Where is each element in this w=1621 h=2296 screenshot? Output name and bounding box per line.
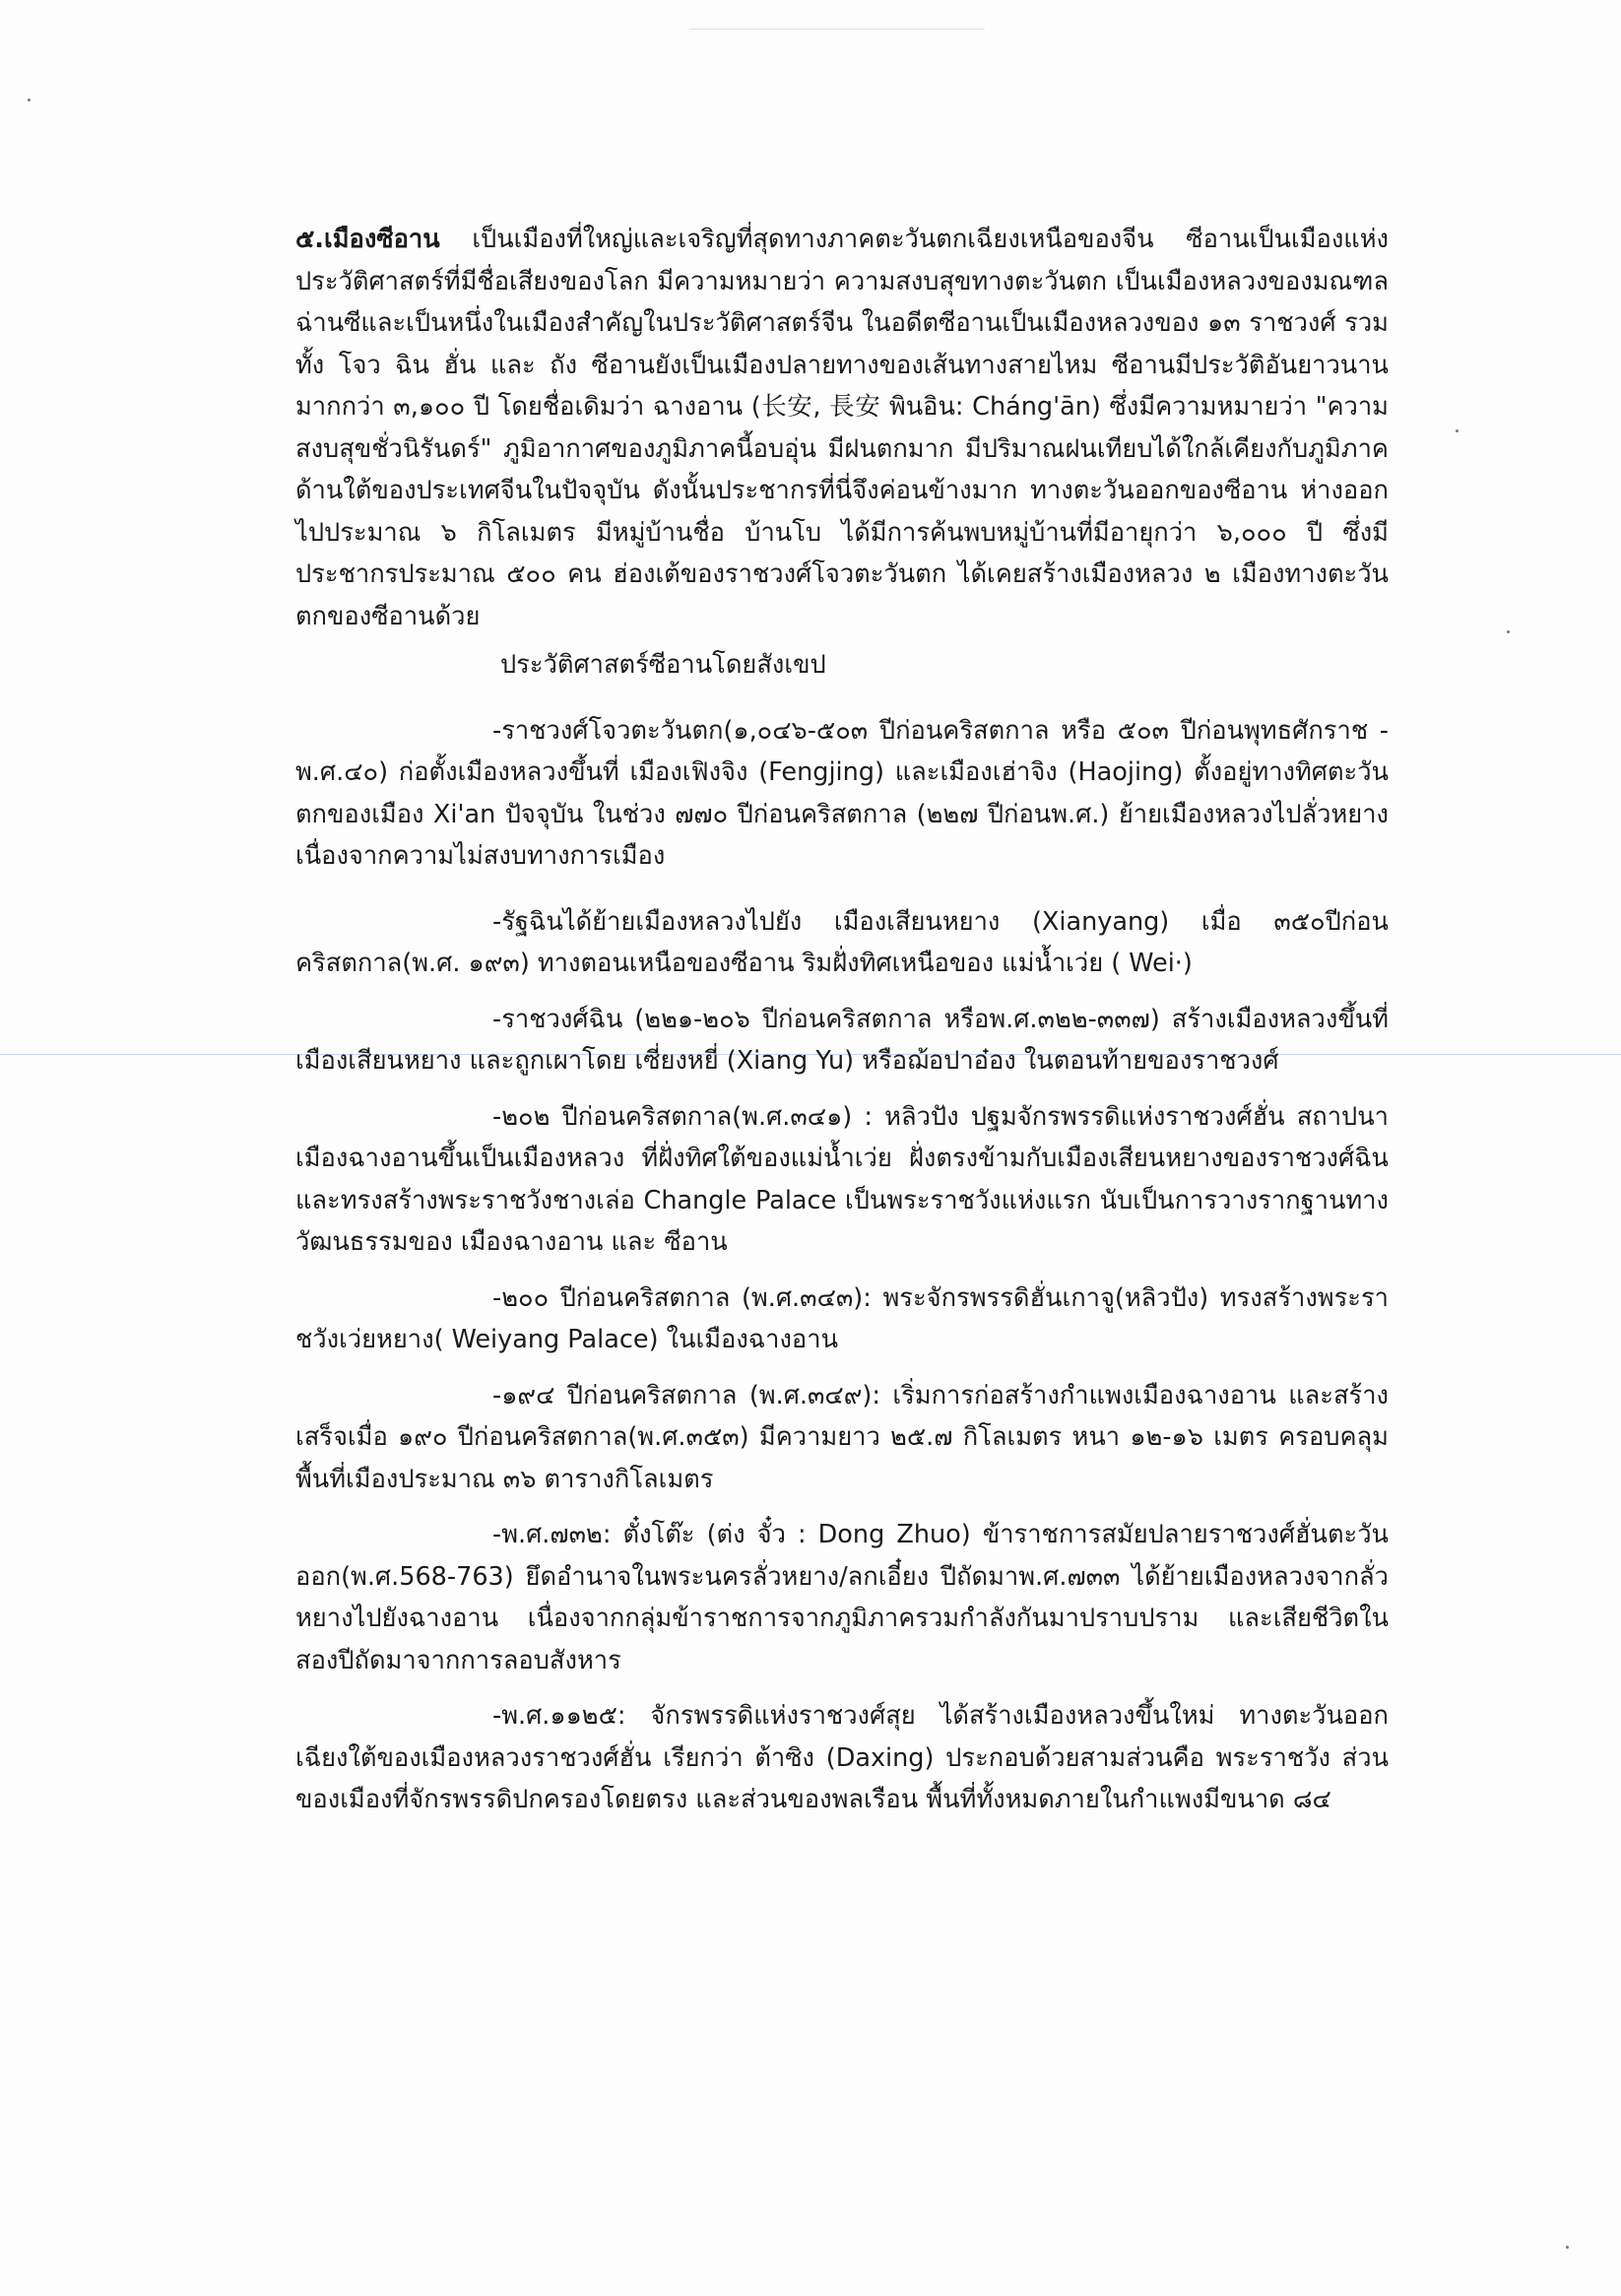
section-title: ๕.เมืองซีอาน bbox=[295, 225, 440, 254]
history-entry: -พ.ศ.๗๓๒: ตั๋งโต๊ะ (ต่ง จั๋ว : Dong Zhuo) ข้าราชการสมัยปลายราชวงศ์ฮั่นตะวันออก(พ.ศ.568-763) ยึดอำนาจในพระนครลั่วหยาง/ลกเอี๋ยง ปีถัดมาพ.ศ.๗๓๓ ได้ย้ายเมืองหลวงจากลั่วหยางไปยังฉางอาน เนื่องจากกลุ่มข้าราชการจากภูมิภาครวมกำลังกันมาปราบปราม และเสียชีวิตในสองปีถัดมาจากการลอบสังหาร bbox=[295, 1520, 1389, 1675]
history-heading: ประวัติศาสตร์ซีอานโดยสังเขป bbox=[500, 650, 826, 680]
scan-speck bbox=[28, 98, 31, 101]
scan-speck bbox=[1566, 2246, 1569, 2249]
intro-paragraph bbox=[295, 219, 1389, 637]
scan-artifact-top bbox=[689, 29, 985, 30]
history-entry: -๒๐๒ ปีก่อนคริสตกาล(พ.ศ.๓๔๑) : หลิวปัง ปฐมจักรพรรดิแห่งราชวงศ์ฮั่น สถาปนาเมืองฉางอานขึ้นเป็นเมืองหลวง ที่ฝั่งทิศใต้ของแม่น้ำเว่ย ฝั่งตรงข้ามกับเมืองเสียนหยางของราชวงศ์ฉิน และทรงสร้างพระราชวังชางเล่อ Changle Palace เป็นพระราชวังแห่งแรก นับเป็นการวางรากฐานทางวัฒนธรรมของ เมืองฉางอาน และ ซีอาน bbox=[295, 1101, 1389, 1257]
scan-speck bbox=[1507, 630, 1510, 633]
intro-text: เป็นเมืองที่ใหญ่และเจริญที่สุดทางภาคตะวันตกเฉียงเหนือของจีน ซีอานเป็นเมืองแห่งประวัติศาสตร์ที่มีชื่อเสียงของโลก มีความหมายว่า ความสงบสุขทางตะวันตก เป็นเมืองหลวงของมณฑลฉ่านซีและเป็นหนึ่งในเมืองสำคัญในประวัติศาสตร์จีน ในอดีตซีอานเป็นเมืองหลวงของ ๑๓ ราชวงศ์ รวมทั้ง โจว ฉิน ฮั่น และ ถัง ซีอานยังเป็นเมืองปลายทางของเส้นทางสายไหม ซีอานมีประวัติอันยาวนานมากกว่า ๓,๑๐๐ ปี โดยชื่อเดิมว่า ฉางอาน (长安, 長安 พินอิน: Cháng'ān) ซึ่งมีความหมายว่า "ความสงบสุขชั่วนิรันดร์" ภูมิอากาศของภูมิภาคนี้อบอุ่น มีฝนตกมาก มีปริมาณฝนเทียบได้ใกล้เคียงกับภูมิภาคด้านใต้ของประเทศจีนในปัจจุบัน ดังนั้นประชากรที่นี่จึงค่อนข้างมาก ทางตะวันออกของซีอาน ห่างออกไปประมาณ ๖ กิโลเมตร มีหมู่บ้านชื่อ บ้านโบ ได้มีการค้นพบหมู่บ้านที่มีอายุกว่า ๖,๐๐๐ ปี ซึ่งมีประชากรประมาณ ๕๐๐ คน ฮ่องเต้ของราชวงศ์โจวตะวันตก ได้เคยสร้างเมืองหลวง ๒ เมืองทางตะวันตกของซีอานด้วย bbox=[295, 225, 1389, 631]
history-entry: -ราชวงศ์โจวตะวันตก(๑,๐๔๖-๕๐๓ ปีก่อนคริสตกาล หรือ ๕๐๓ ปีก่อนพุทธศักราช - พ.ศ.๔๐) ก่อตั้งเมืองหลวงขึ้นที่ เมืองเฟิงจิง (Fengjing) และเมืองเฮ่าจิง (Haojing) ตั้งอยู่ทางทิศตะวันตกของเมือง Xi'an ปัจจุบัน ในช่วง ๗๗๐ ปีก่อนคริสตกาล (๒๒๗ ปีก่อนพ.ศ.) ย้ายเมืองหลวงไปลั่วหยาง เนื่องจากความไม่สงบทางการเมือง bbox=[295, 715, 1389, 871]
history-entry: -๑๙๔ ปีก่อนคริสตกาล (พ.ศ.๓๔๙): เริ่มการก่อสร้างกำแพงเมืองฉางอาน และสร้างเสร็จเมื่อ ๑๙๐ ปีก่อนคริสตกาล(พ.ศ.๓๕๓) มีความยาว ๒๕.๗ กิโลเมตร หนา ๑๒-๑๖ เมตร ครอบคลุมพื้นที่เมืองประมาณ ๓๖ ตารางกิโลเมตร bbox=[295, 1380, 1389, 1494]
history-entry: -รัฐฉินได้ย้ายเมืองหลวงไปยัง เมืองเสียนหยาง (Xianyang) เมื่อ ๓๕๐ปีก่อนคริสตกาล(พ.ศ. ๑๙๓) ทางตอนเหนือของซีอาน ริมฝั่งทิศเหนือของ แม่น้ำเว่ย ( Wei·) bbox=[295, 906, 1389, 978]
history-entry: -๒๐๐ ปีก่อนคริสตกาล (พ.ศ.๓๔๓): พระจักรพรรดิฮั่นเกาจู(หลิวปัง) ทรงสร้างพระราชวังเว่ยหยาง( Weiyang Palace) ในเมืองฉางอาน bbox=[295, 1282, 1389, 1354]
scan-speck bbox=[1456, 429, 1459, 432]
history-entry: -ราชวงศ์ฉิน (๒๒๑-๒๐๖ ปีก่อนคริสตกาล หรือพ.ศ.๓๒๒-๓๓๗) สร้างเมืองหลวงขึ้นที่ เมืองเสียนหยาง และถูกเผาโดย เซี่ยงหยี่ (Xiang Yu) หรือฌ้อปาอ๋อง ในตอนท้ายของราชวงศ์ bbox=[295, 1004, 1389, 1076]
history-entry: -พ.ศ.๑๑๒๕: จักรพรรดิแห่งราชวงศ์สุย ได้สร้างเมืองหลวงขึ้นใหม่ ทางตะวันออกเฉียงใต้ของเมืองหลวงราชวงศ์ฮั่น เรียกว่า ต้าซิง (Daxing) ประกอบด้วยสามส่วนคือ พระราชวัง ส่วนของเมืองที่จักรพรรดิปกครองโดยตรง และส่วนของพลเรือน พื้นที่ทั้งหมดภายในกำแพงมีขนาด ๘๔ bbox=[295, 1701, 1389, 1814]
document-body bbox=[295, 219, 1389, 1821]
